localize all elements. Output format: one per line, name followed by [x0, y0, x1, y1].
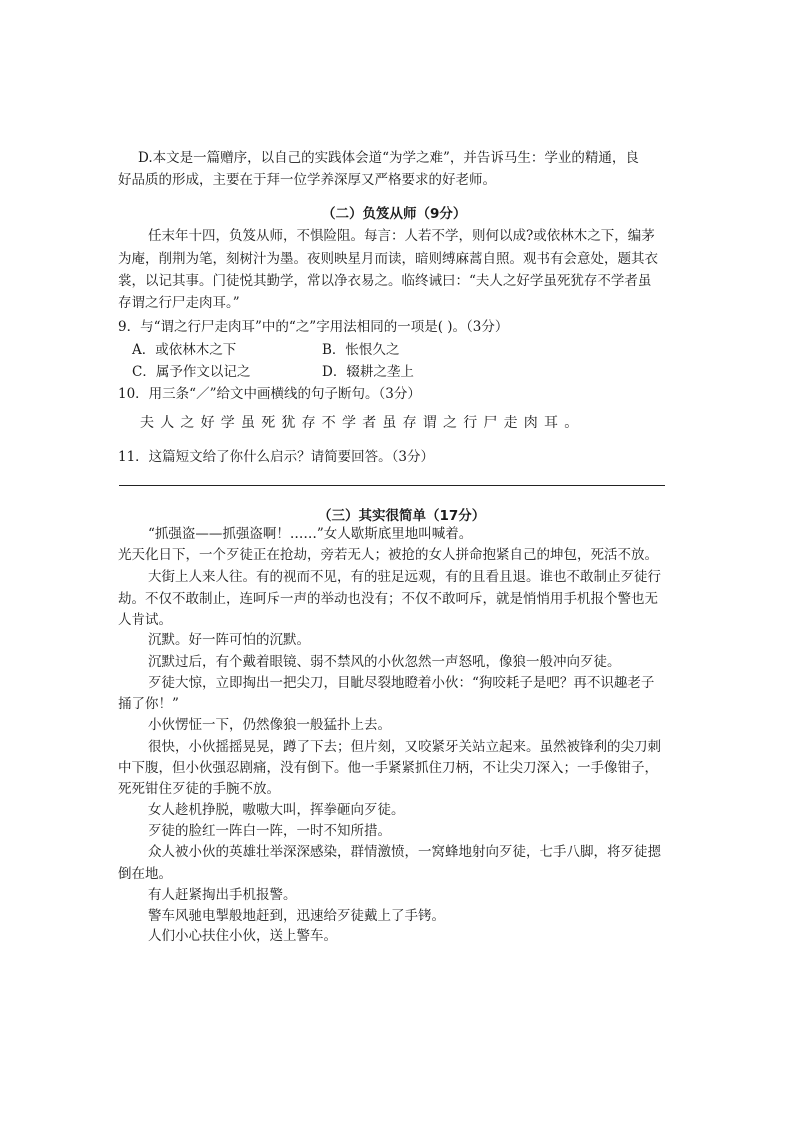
- story-line: 小伙愣怔一下，仍然像狼一般猛扑上去。: [148, 717, 391, 733]
- story-line: 有人赶紧掏出手机报警。: [148, 887, 297, 903]
- q9-option-b: B．怅恨久之: [322, 342, 400, 358]
- story-line: “抓强盗——抓强盗啊！……”女人歇斯底里地叫喊着。: [148, 526, 473, 542]
- story-line: 倒在地。: [118, 866, 172, 882]
- story-line: 大街上人来人往。有的视而不见，有的驻足远观，有的且看且退。谁也不敢制止歹徒行: [148, 569, 661, 585]
- story-line: 沉默过后，有个戴着眼镜、弱不禁风的小伙忽然一声怒吼，像狼一般冲向歹徒。: [148, 654, 621, 670]
- option-d-line1: D.本文是一篇赠序，以自己的实践体会道“为学之难”，并告诉马生：学业的精通，良: [138, 150, 639, 166]
- q10-sentence: 夫人之好学虽死犹存不学者虽存谓之行尸走肉耳。: [140, 415, 585, 431]
- story-line: 沉默。好一阵可怕的沉默。: [148, 632, 310, 648]
- story-line: 中下腹，但小伙强忍剧痛，没有倒下。他一手紧紧抓住刀柄，不让尖刀深入；一手像钳子，: [118, 760, 658, 776]
- passage-line: 存谓之行尸走肉耳。”: [118, 295, 240, 311]
- q9-option-c: C．属予作文以记之: [132, 364, 251, 380]
- question-9: 9．与“谓之行尸走肉耳”中的“之”字用法相同的一项是( )。（3分）: [118, 319, 509, 335]
- story-line: 光天化日下，一个歹徒正在抢劫，旁若无人；被抢的女人拼命抱紧自己的坤包，死活不放。: [118, 547, 658, 563]
- story-line: 死死钳住歹徒的手腕不放。: [118, 781, 280, 797]
- answer-line: [119, 485, 665, 486]
- q9-option-d: D．辍耕之垄上: [322, 364, 414, 380]
- story-line: 捅了你！”: [118, 696, 179, 712]
- section3-title: （三）其实很简单（17分）: [318, 508, 486, 524]
- story-line: 女人趁机挣脱，嗷嗷大叫，挥拳砸向歹徒。: [148, 802, 405, 818]
- story-line: 劫。不仅不敢制止，连呵斥一声的举动也没有；不仅不敢呵斥，就是悄悄用手机报个警也无: [118, 591, 658, 607]
- story-line: 人们小心扶住小伙，送上警车。: [148, 928, 337, 944]
- option-d-line2: 好品质的形成，主要在于拜一位学养深厚又严格要求的好老师。: [118, 172, 496, 188]
- story-line: 人肯试。: [118, 612, 172, 628]
- story-line: 警车风驰电掣般地赶到，迅速给歹徒戴上了手铐。: [148, 908, 445, 924]
- q9-option-a: A．或依林木之下: [132, 342, 237, 358]
- passage-line: 任末年十四，负笈从师，不惧险阻。每言：人若不学，则何以成?或依林木之下，编茅: [148, 228, 655, 244]
- section2-title: （二）负笈从师（9分）: [322, 206, 467, 222]
- passage-line: 裳，以记其事。门徒悦其勤学，常以净衣易之。临终诫曰：“夫人之好学虽死犹存不学者虽: [118, 273, 652, 289]
- story-line: 很快，小伙摇摇晃晃，蹲了下去；但片刻，又咬紧牙关站立起来。虽然被锋利的尖刀刺: [148, 739, 661, 755]
- story-line: 歹徒大惊，立即掏出一把尖刀，目眦尽裂地瞪着小伙：“狗咬耗子是吧？再不识趣老子: [148, 675, 655, 691]
- question-10: 10．用三条“／”给文中画横线的句子断句。（3分）: [118, 386, 421, 402]
- story-line: 歹徒的脸红一阵白一阵，一时不知所措。: [148, 823, 391, 839]
- story-line: 众人被小伙的英雄壮举深深感染，群情激愤，一窝蜂地射向歹徒，七手八脚，将歹徒摁: [148, 844, 661, 860]
- passage-line: 为庵，削荆为笔，刻树汁为墨。夜则映星月而读，暗则缚麻蒿自照。观书有会意处，题其衣: [118, 251, 658, 267]
- question-11: 11．这篇短文给了你什么启示？请简要回答。（3分）: [118, 449, 435, 465]
